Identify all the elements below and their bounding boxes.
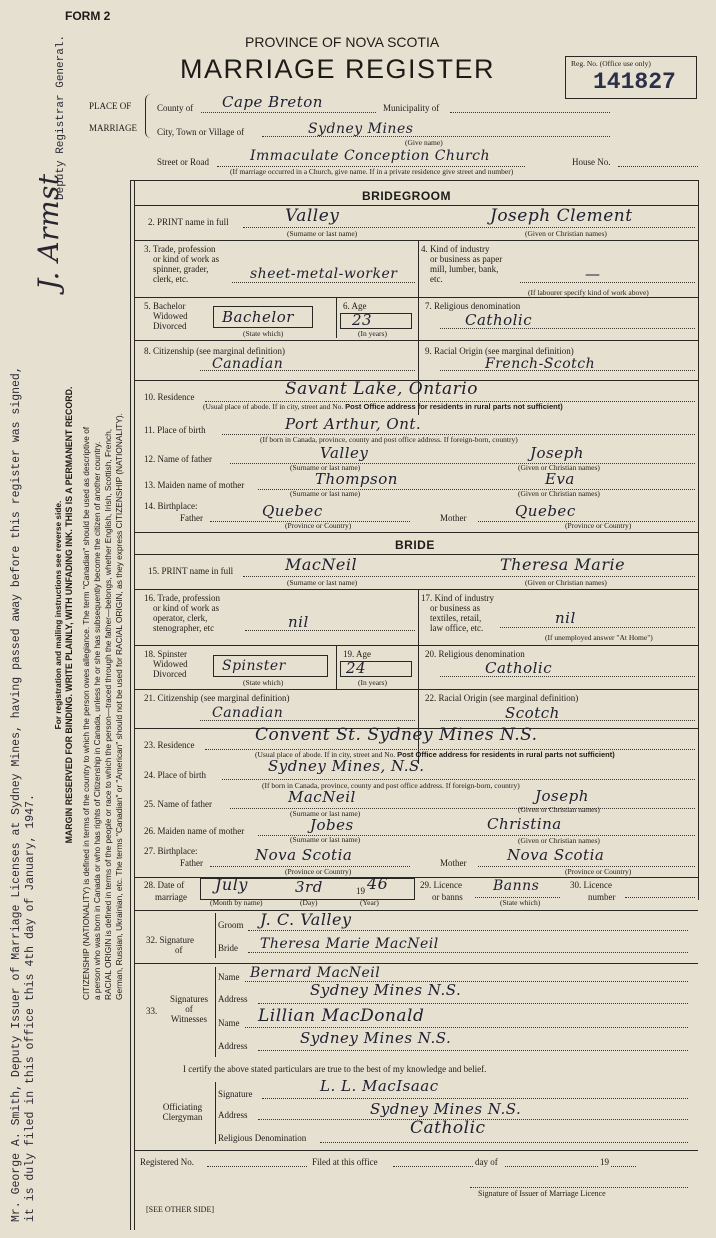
bride-birthplace: Sydney Mines, N.S. [268, 757, 425, 775]
bride-origin: Scotch [505, 704, 560, 722]
groom-residence-note [203, 403, 563, 411]
date-label-2: marriage [155, 892, 187, 902]
registrar-title: Deputy Registrar General. [55, 34, 67, 200]
sig-of-label: of [175, 945, 183, 955]
house-label: House No. [572, 157, 611, 167]
groom-trade-label [144, 244, 219, 284]
groom-industry-l2: or business as paper [430, 254, 503, 264]
groom-trade-l1: 3. Trade, profession [144, 244, 216, 254]
groom-status-l2: Widowed [153, 311, 188, 321]
clergy-signature-line [262, 1098, 688, 1099]
groom-mother-surname-note: (Surname or last name) [290, 489, 361, 498]
bride-status-l2: Widowed [153, 659, 188, 669]
registered-label: Registered No. [140, 1157, 194, 1167]
groom-trade-l2: or kind of work as [153, 254, 219, 264]
clergy-address-label: Address [218, 1110, 248, 1120]
bride-father-label: 25. Name of father [144, 799, 212, 809]
bride-religion: Catholic [485, 659, 553, 677]
groom-given-note: (Given or Christian names) [525, 229, 607, 238]
bride-residence: Convent St. Sydney Mines N.S. [255, 725, 538, 745]
bride-citizenship-label: 21. Citizenship (see marginal definition) [144, 693, 290, 703]
groom-industry: — [585, 265, 601, 283]
bride-trade-l4: stenographer, etc [153, 623, 215, 633]
bride-father-surname-note: (Surname or last name) [290, 809, 361, 818]
groom-residence: Savant Lake, Ontario [285, 379, 478, 399]
groom-name-line [243, 227, 695, 228]
street-value: Immaculate Conception Church [250, 148, 491, 164]
w1-name-label: Name [218, 972, 240, 982]
bride-birthplace-line [222, 779, 695, 780]
place-of-label: PLACE OF [89, 101, 132, 111]
groom-origin: French-Scotch [485, 356, 596, 372]
groom-line-c [134, 297, 698, 298]
bride-line-b [134, 589, 698, 590]
groom-father-given-note: (Given or Christian names) [518, 463, 600, 472]
groom-birthplaces-label: 14. Birthplace: [144, 501, 198, 511]
groom-residence-note-b: Post Office address for residents in rural parts not sufficient) [345, 402, 563, 411]
bride-mother-given-note: (Given or Christian names) [518, 836, 600, 845]
bride-line-d [134, 689, 698, 690]
city-value: Sydney Mines [308, 121, 414, 137]
frame-right [698, 180, 699, 900]
groom-origin-label: 9. Racial Origin (see marginal definition) [425, 346, 574, 356]
bride-given-note: (Given or Christian names) [525, 578, 607, 587]
groom-trade-l3: spinner, grader, [153, 264, 209, 274]
clergy-denomination: Catholic [410, 1118, 486, 1138]
groom-surname: Valley [285, 206, 340, 226]
definition-line-1: CITIZENSHIP (NATIONALITY) is defined in terms of the country to which the person owes allegiance. The term "Canadian" should be used as descriptive of [81, 426, 91, 1000]
bride-trade: nil [288, 613, 309, 631]
licence-label-2: or banns [432, 892, 463, 902]
groom-mother-given-note: (Given or Christian names) [518, 489, 600, 498]
groom-birthplace: Port Arthur, Ont. [285, 415, 422, 433]
witness-bracket [215, 967, 216, 1057]
bride-birthplace-label: 24. Place of birth [144, 770, 206, 780]
groom-mother-surname: Thompson [315, 470, 398, 488]
reg-no-value: 141827 [593, 69, 676, 95]
filed-label: Filed at this office [312, 1157, 378, 1167]
bride-birthplaces-label: 27. Birthplace: [144, 846, 198, 856]
bride-years-note: (In years) [358, 678, 387, 687]
groom-residence-note-a: (Usual place of abode. If in city, street and No. [203, 402, 344, 411]
officiating-l2: Clergyman [162, 1112, 203, 1122]
bride-status: Spinster [222, 658, 286, 674]
page-title: MARRIAGE REGISTER [180, 54, 496, 84]
municipality-line [450, 112, 610, 113]
w1-address: Sydney Mines N.S. [310, 981, 462, 999]
groom-father-given: Joseph [530, 444, 584, 462]
bride-industry-note: (If unemployed answer "At Home") [545, 633, 653, 642]
licence-number-line [625, 897, 695, 898]
frame-top [130, 180, 698, 181]
sig-line-bottom [134, 1150, 698, 1151]
form-label: FORM 2 [65, 9, 111, 23]
definition-line-2: a person who was born in Canada or who has rights of Citizenship in Canada, unless he or she has subsequently become the citizen of another country. [92, 441, 102, 1000]
bride-father-birth: Nova Scotia [255, 846, 353, 864]
sig-bride-line [248, 952, 688, 953]
groom-birth-note: (If born in Canada, province, county and post office address. If foreign-born, country) [260, 435, 518, 444]
bride-industry-label [421, 593, 494, 633]
bride-name-label: 15. PRINT name in full [148, 566, 234, 576]
clergy-denomination-label: Religious Denomination [218, 1133, 307, 1143]
date-label: 28. Date of [144, 880, 185, 890]
groom-trade-l4: clerk, etc. [153, 274, 189, 284]
bride-age-label: 19. Age [343, 649, 371, 659]
bride-residence-note-b: Post Office address for residents in rural parts not sufficient) [397, 750, 615, 759]
bride-trade-line [245, 630, 415, 631]
groom-citizenship-label: 8. Citizenship (see marginal definition) [144, 346, 286, 356]
licence-number-label-2: number [588, 892, 616, 902]
groom-status-l1: 5. Bachelor [144, 301, 186, 311]
bride-heading: BRIDE [395, 538, 435, 552]
bride-mother-label: 26. Maiden name of mother [144, 826, 245, 836]
w2-address-label: Address [218, 1041, 248, 1051]
bride-mother-given: Christina [487, 815, 562, 833]
groom-father-label: 12. Name of father [144, 454, 212, 464]
groom-mother-word: Mother [440, 513, 467, 523]
sig-groom-label: Groom [218, 920, 244, 930]
issuer-line [470, 1187, 688, 1188]
bride-father-surname: MacNeil [288, 788, 356, 806]
witnesses-l2: of [185, 1004, 193, 1014]
margin-cert-line-2: it is duly filed in this office this 4th day of January, 1947. [24, 794, 37, 1222]
instructions-line-1: For registration and mailing instructions see reverse side. [53, 500, 63, 730]
bride-state-note: (State which) [243, 678, 284, 687]
groom-father-surname: Valley [320, 444, 369, 462]
groom-industry-label [421, 244, 502, 284]
bride-father-given-note: (Given or Christian names) [518, 805, 600, 814]
house-line [618, 166, 698, 167]
instructions-line-2: MARGIN RESERVED FOR BINDING. WRITE PLAINLY, WITH UNFADING INK. THIS IS A PERMANENT RECORD. [64, 386, 74, 844]
see-other-side: [SEE OTHER SIDE] [146, 1205, 214, 1214]
bride-line-top [134, 532, 698, 533]
w2-address-line [258, 1050, 688, 1051]
bride-age: 24 [346, 659, 367, 677]
groom-residence-label: 10. Residence [144, 392, 195, 402]
w2-address: Sydney Mines N.S. [300, 1029, 452, 1047]
bride-father-birth-note: (Province or Country) [285, 867, 352, 876]
bride-trade-l2: or kind of work as [153, 603, 219, 613]
province-heading: PROVINCE OF NOVA SCOTIA [245, 34, 440, 50]
groom-father-word: Father [180, 513, 203, 523]
sig-line-mid [134, 963, 698, 964]
bride-origin-line [440, 720, 695, 721]
frame-left-inner [134, 180, 135, 1230]
clergy-bracket [215, 1082, 216, 1144]
sig-bride-label: Bride [218, 943, 238, 953]
marriage-day: 3rd [295, 878, 323, 896]
sig-33-label: 33. [146, 1006, 158, 1016]
w1-name: Bernard MacNeil [250, 965, 381, 981]
bride-status-l1: 18. Spinster [144, 649, 188, 659]
bride-father-given: Joseph [535, 787, 589, 805]
groom-name-label: 2. PRINT name in full [148, 217, 229, 227]
sig-32-label: 32. Signature [146, 935, 194, 945]
bride-mother-surname: Jobes [310, 816, 354, 834]
groom-state-note: (State which) [243, 329, 284, 338]
definition-line-4: German, Russian, Ukrainian, etc. The terms "Canadian" or "American" should not be used for RACIAL ORIGIN, as they express CITIZENSHIP (NATIONALITY). [114, 413, 124, 1000]
groom-signature: J. C. Valley [260, 910, 352, 929]
witnesses-label [165, 994, 213, 1024]
groom-age: 23 [352, 311, 373, 329]
groom-status-label [144, 301, 188, 331]
bride-surname-note: (Surname or last name) [287, 578, 358, 587]
groom-div-56 [336, 297, 337, 338]
bride-religion-line [440, 676, 695, 677]
bride-name-line [243, 576, 695, 577]
witnesses-l3: Witnesses [170, 1014, 208, 1024]
bride-industry: nil [555, 609, 576, 627]
licence-number-label: 30. Licence [570, 880, 612, 890]
groom-mother-label: 13. Maiden name of mother [144, 480, 245, 490]
bride-citizenship: Canadian [212, 705, 284, 721]
groom-religion: Catholic [465, 311, 533, 329]
day-of-label: day of [475, 1157, 498, 1167]
bride-industry-l3: textiles, retail, [430, 613, 482, 623]
place-brace [145, 94, 152, 138]
bride-residence-note-a: (Usual place of abode. If in city, street and No. [255, 750, 396, 759]
bride-mother-surname-note: (Surname or last name) [290, 835, 361, 844]
clergy-signature: L. L. MacIsaac [320, 1077, 439, 1095]
groom-age-label: 6. Age [343, 301, 367, 311]
sig-groom-line [248, 930, 688, 931]
licence-value: Banns [493, 878, 540, 894]
bride-trade-l1: 16. Trade, profession [144, 593, 220, 603]
day-note: (Day) [300, 898, 318, 907]
municipality-label: Municipality of [383, 103, 440, 113]
bride-status-label [144, 649, 188, 679]
groom-industry-line [520, 282, 695, 283]
sig-groom-bracket [215, 913, 216, 958]
year-note: (Year) [360, 898, 379, 907]
bride-birth-note: (If born in Canada, province, county and post office address. If foreign-born, country) [262, 781, 520, 790]
bride-trade-label [144, 593, 220, 633]
groom-trade: sheet-metal-worker [250, 266, 398, 282]
bride-mother-birth-note: (Province or Country) [565, 867, 632, 876]
bride-trade-l3: operator, clerk, [153, 613, 208, 623]
marriage-month: July [215, 875, 248, 894]
street-label: Street or Road [157, 157, 209, 167]
groom-years-note: (In years) [358, 329, 387, 338]
bride-mother-word: Mother [440, 858, 467, 868]
bride-residence-label: 23. Residence [144, 740, 195, 750]
clergy-address: Sydney Mines N.S. [370, 1100, 522, 1118]
groom-father-birth: Quebec [262, 502, 323, 520]
w2-name: Lillian MacDonald [258, 1006, 425, 1026]
bride-industry-l2: or business as [430, 603, 480, 613]
bridegroom-heading: BRIDEGROOM [362, 189, 451, 203]
groom-birthplace-label: 11. Place of birth [144, 425, 206, 435]
bride-div-1819 [336, 645, 337, 689]
officiating-l1: Officiating [162, 1102, 203, 1112]
reg-no-label: Reg. No. (Office use only) [571, 59, 651, 68]
groom-father-surname-note: (Surname or last name) [290, 463, 361, 472]
bride-father-word: Father [180, 858, 203, 868]
margin-definitions [81, 100, 125, 1000]
year-label: 19 [600, 1157, 609, 1167]
groom-industry-l4: etc. [430, 274, 443, 284]
groom-status-l3: Divorced [153, 321, 187, 331]
bride-mother-birth: Nova Scotia [507, 846, 605, 864]
county-label: County of [157, 103, 194, 113]
witnesses-l1: Signatures [170, 994, 208, 1004]
bride-industry-line [500, 627, 695, 628]
certify-statement: I certify the above stated particulars are true to the best of my knowledge and belief. [183, 1064, 487, 1074]
licence-label: 29. Licence [420, 880, 462, 890]
county-line [201, 112, 376, 113]
marriage-label: MARRIAGE [89, 123, 138, 133]
groom-industry-l3: mill, lumber, bank, [430, 264, 499, 274]
groom-industry-note: (If labourer specify kind of work above) [528, 288, 649, 297]
bride-industry-l4: law office, etc. [430, 623, 484, 633]
bride-given: Theresa Marie [500, 555, 626, 574]
bride-origin-label: 22. Racial Origin (see marginal definition) [425, 693, 579, 703]
county-value: Cape Breton [222, 93, 323, 111]
groom-mother-birth-note: (Province or Country) [565, 521, 632, 530]
groom-status: Bachelor [222, 308, 294, 326]
year-line [611, 1166, 636, 1167]
groom-religion-label: 7. Religious denomination [425, 301, 521, 311]
registered-line [207, 1166, 307, 1167]
bride-industry-l1: 17. Kind of industry [421, 593, 494, 603]
officiating-label [155, 1102, 210, 1122]
groom-surname-note: (Surname or last name) [287, 229, 358, 238]
w1-address-line [258, 1003, 688, 1004]
month-note: (Month by name) [210, 898, 263, 907]
definition-line-3: RACIAL ORIGIN is defined in terms of the people or race to which the person—traced through the father—belongs, whether English, Irish, Scottish, French, [103, 428, 113, 1000]
registrar-signature: J. Armst [32, 173, 65, 290]
licence-state-note: (State which) [500, 898, 541, 907]
groom-mother-given: Eva [545, 470, 575, 488]
sig-line-top [134, 910, 698, 911]
bride-line-c [134, 645, 698, 646]
groom-mother-birth: Quebec [515, 502, 576, 520]
bride-signature: Theresa Marie MacNeil [260, 936, 439, 952]
groom-industry-l1: 4. Kind of industry [421, 244, 490, 254]
clergy-denomination-line [320, 1142, 688, 1143]
issuer-label: Signature of Issuer of Marriage Licence [478, 1189, 606, 1198]
margin-cert-line-1: Mr. George A. Smith, Deputy Issuer of Marriage Licenses at Sydney Mines, having passed away before this register was signed, [10, 366, 23, 1222]
clergy-signature-label: Signature [218, 1089, 253, 1099]
groom-line-d [134, 340, 698, 341]
street-note: (If marriage occurred in a Church, give name. If in a private residence give street and number) [230, 167, 514, 176]
city-label: City, Town or Village of [157, 127, 245, 137]
bride-status-l3: Divorced [153, 669, 187, 679]
groom-father-birth-note: (Province or Country) [285, 521, 352, 530]
frame-left [130, 180, 131, 1230]
year-prefix: 19 [356, 886, 365, 896]
groom-age-box [340, 313, 412, 329]
bride-surname: MacNeil [285, 555, 358, 574]
reg-no-box [565, 56, 697, 99]
w2-name-line [245, 1027, 688, 1028]
bride-religion-label: 20. Religious denomination [425, 649, 525, 659]
day-of-line [505, 1166, 598, 1167]
marriage-year: 46 [367, 874, 389, 893]
filed-line [393, 1166, 473, 1167]
groom-given: Joseph Clement [490, 206, 633, 226]
give-name-note: (Give name) [405, 138, 443, 147]
groom-line-b [134, 240, 698, 241]
w2-name-label: Name [218, 1018, 240, 1028]
margin-instructions [53, 35, 75, 935]
w1-address-label: Address [218, 994, 248, 1004]
groom-trade-line [232, 282, 415, 283]
groom-citizenship: Canadian [212, 356, 284, 372]
